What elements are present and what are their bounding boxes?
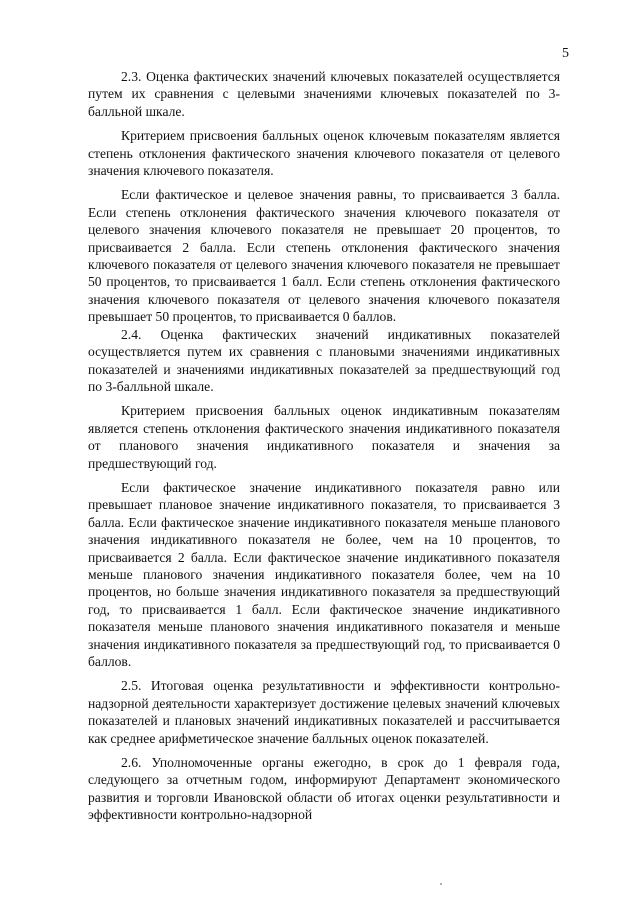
scan-speck — [440, 883, 442, 885]
paragraph-indicative-criteria: Критерием присвоения балльных оценок индикативным показателям является степень отклонения фактического значения индикативного показателя от планового значения индикативного показателя и значения за предшествующий год. — [88, 403, 560, 471]
paragraph-indicative-scoring: Если фактическое значение индикативного показателя равно или превышает плановое значение индикативного показателя, то присваивается 3 балла. Если фактическое значение индикативного показателя меньше планового значения индикативного показателя не более, чем на 10 процентов, то присваивается 2 балла. Если фактическое значение индикативного показателя меньше планового значения индикативного показателя более, чем на 10 процентов, но больше значения индикативного показателя за предшествующий год, то присваивается 1 балл. Если фактическое значение индикативного показателя меньше планового значения индикативного показателя и меньше значения индикативного показателя за предшествующий год, то присваивается 0 баллов. — [88, 479, 560, 669]
paragraph-2-6: 2.6. Уполномоченные органы ежегодно, в срок до 1 февраля года, следующего за отчетным годом, информируют Департамент экономического развития и торговли Ивановской области об итогах оценки результативности и эффективности контрольно-надзорной — [88, 755, 560, 823]
paragraph-key-criteria: Критерием присвоения балльных оценок ключевым показателям является степень отклонения фактического значения ключевого показателя от целевого значения ключевого показателя. — [88, 128, 560, 179]
paragraph-2-4: 2.4. Оценка фактических значений индикативных показателей осуществляется путем их сравнения с плановыми значениями индикативных показателей и значениями индикативных показателей за предшествующий год по 3-балльной шкале. — [88, 326, 560, 394]
paragraph-key-scoring: Если фактическое и целевое значения равны, то присваивается 3 балла. Если степень отклонения фактического значения ключевого показателя от целевого значения ключевого показателя не превышает 20 процентов, то присваивается 2 балла. Если степень отклонения фактического значения ключевого показателя от целевого значения ключевого показателя не превышает 50 процентов, то присваивается 1 балл. Если степень отклонения фактического значения ключевого показателя от целевого значения ключевого показателя превышает 50 процентов, то присваивается 0 баллов. — [88, 187, 560, 325]
paragraph-2-5: 2.5. Итоговая оценка результативности и эффективности контрольно-надзорной деятельности характеризует достижение целевых значений ключевых показателей и плановых значений индикативных показателей и рассчитывается как среднее арифметическое значение балльных оценок показателей. — [88, 678, 560, 746]
paragraph-2-3: 2.3. Оценка фактических значений ключевых показателей осуществляется путем их сравнения с целевыми значениями ключевых показателей по 3-балльной шкале. — [88, 69, 560, 119]
document-body — [88, 68, 560, 824]
page-number: 5 — [562, 46, 569, 61]
